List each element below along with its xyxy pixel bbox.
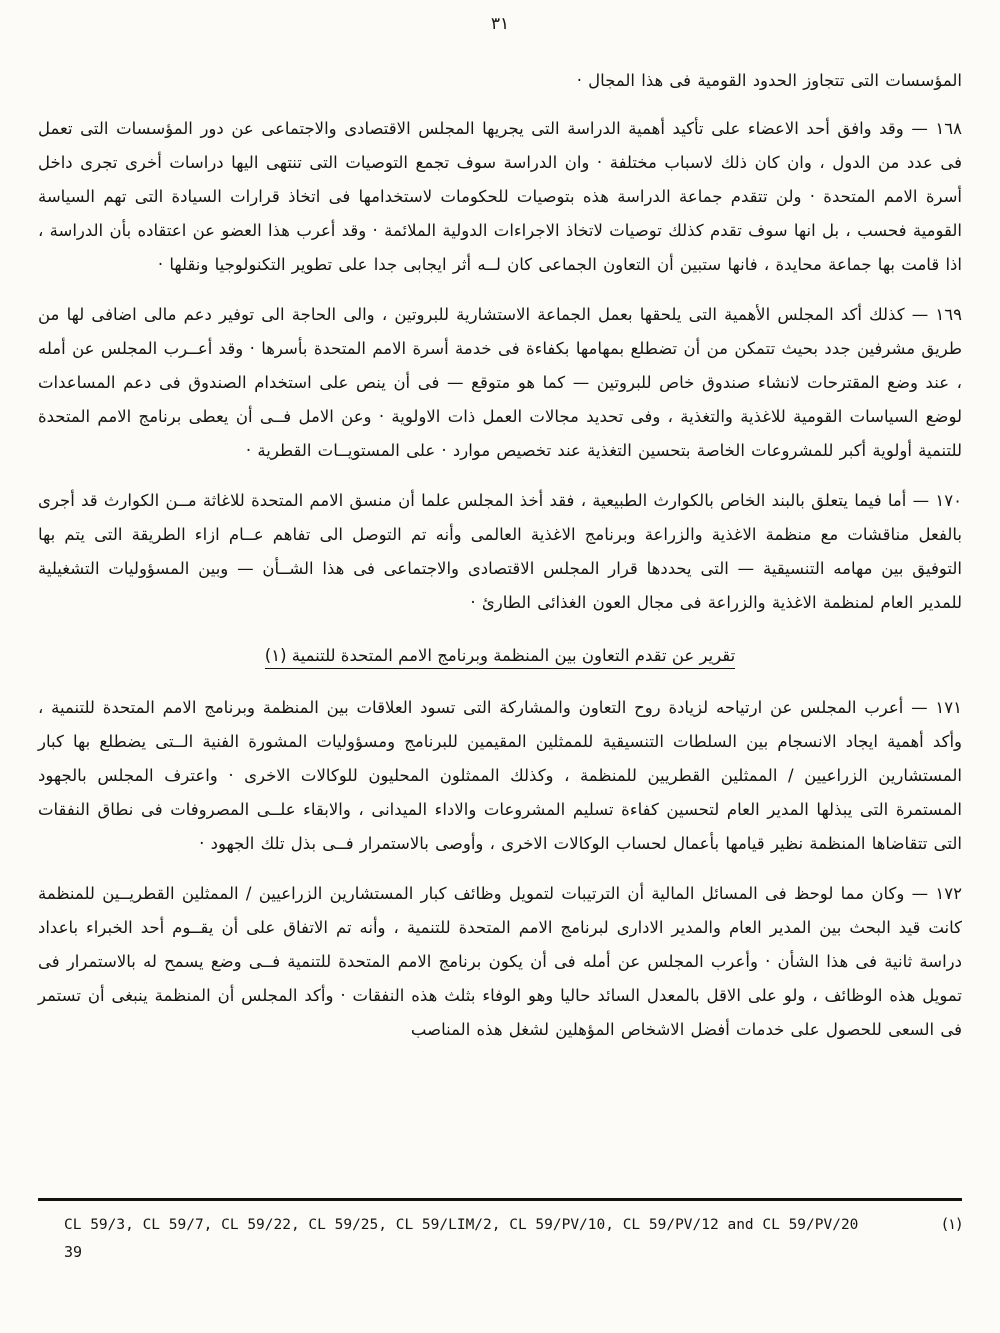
page-number: ٣١ xyxy=(490,14,510,34)
section-heading-wrap xyxy=(38,646,962,669)
paragraph-continuation: المؤسسات التى تتجاوز الحدود القومية فى هذا المجال · xyxy=(576,71,962,90)
footnote-line xyxy=(38,1215,962,1233)
footnote-marker: (١) xyxy=(942,1215,962,1233)
footnote-block xyxy=(38,1198,962,1261)
section-heading: تقرير عن تقدم التعاون بين المنظمة وبرنامج الامم المتحدة للتنمية (١) xyxy=(265,646,736,669)
paragraph-172: ١٧٢ — وكان مما لوحظ فى المسائل المالية أن الترتيبات لتمويل وظائف كبار المستشارين الزراعيين / الممثلين القطريــين للمنظمة كانت قيد البحث بين المدير العام والمدير الادارى لبرنامج الامم المتحدة للتنمية ، وأنه تم الاتفاق على أن يقــوم أحد الخبراء باعداد دراسة ثانية فى هذا الشأن · وأعرب المجلس عن أمله فى أن يكون برنامج الامم المتحدة للتنمية فــى وضع يسمح له بالاستمرار فى تمويل هذه الوظائف ، ولو على الاقل بالمعدل السائد حاليا وهو الوفاء بثلث هذه النفقات · وأكد المجلس أن المنظمة ينبغى أن تستمر فى السعى للحصول على خدمات أفضل الاشخاص المؤهلين لشغل هذه المناصب xyxy=(38,884,962,1039)
paragraph-171: ١٧١ — أعرب المجلس عن ارتياحه لزيادة روح التعاون والمشاركة التى تسود العلاقات بين المنظمة وبرنامج الامم المتحدة للتنمية ، وأكد أهمية ايجاد الانسجام بين السلطات التنسيقية للممثلين المقيمين للبرنامج ومسؤوليات المشورة الفنية الــتى يضطلع بها كبار المستشارين الزراعيين / الممثلين القطريين للمنظمة ، وكذلك الممثلون المحليون للوكالات الاخرى · واعترف المجلس بالجهود المستمرة التى يبذلها المدير العام لتحسين كفاءة تسليم المشروعات والاداء الميدانى ، والابقاء علــى المصروفات فى نطاق النفقات التى تتقاضاها المنظمة نظير قيامها بأعمال لحساب الوكالات الاخرى ، وأوصى بالاستمرار فــى بذل تلك الجهود · xyxy=(38,698,962,853)
paragraph-169: ١٦٩ — كذلك أكد المجلس الأهمية التى يلحقها بعمل الجماعة الاستشارية للبروتين ، والى الحاجة الى توفير دعم مالى اضافى لها من طريق مشرفين جدد بحيث تتمكن من أن تضطلع بمهامها بكفاءة فى خدمة أسرة الامم المتحدة بأسرها · وقد أعــرب المجلس عن أمله ، عند وضع المقترحات لانشاء صندوق خاص للبروتين — كما هو متوقع — فى أن ينص على استخدام الصندوق فى دعم المساعدات لوضع السياسات القومية للاغذية والتغذية ، وفى تحديد مجالات العمل ذات الاولوية · وعن الامل فــى أن يعطى برنامج الامم المتحدة للتنمية أولوية أكبر للمشروعات الخاصة بتحسين التغذية عند تخصيص موارد · على المستويــات القطرية · xyxy=(38,305,962,460)
paragraph-170: ١٧٠ — أما فيما يتعلق بالبند الخاص بالكوارث الطبيعية ، فقد أخذ المجلس علما أن منسق الامم المتحدة للاغاثة مــن الكوارث قد أجرى بالفعل مناقشات مع منظمة الاغذية والزراعة وبرنامج الاغذية العالمى وأنه تم التوصل الى تفاهم عــام ازاء الطريقة التى يتم بها التوفيق بين مهامه التنسيقية — التى يحددها قرار المجلس الاقتصادى والاجتماعى فى هذا الشــأن — وبين المسؤوليات التشغيلية للمدير العام لمنظمة الاغذية والزراعة فى مجال العون الغذائى الطارئ · xyxy=(38,491,962,612)
document-body xyxy=(38,64,962,1047)
paragraph-168: ١٦٨ — وقد وافق أحد الاعضاء على تأكيد أهمية الدراسة التى يجريها المجلس الاقتصادى والاجتماعى عن دور المؤسسات التى تعمل فى عدد من الدول ، وان كان ذلك لاسباب مختلفة · وان الدراسة سوف تجمع التوصيات التى تنتهى اليها دراسات أخرى تجرى داخل أسرة الامم المتحدة · ولن تتقدم جماعة الدراسة هذه بتوصيات للحكومات لاستخدامها فى اتخاذ قرارات السيادة التى تهم السياسة القومية فحسب ، بل انها سوف تقدم كذلك توصيات لاتخاذ الاجراءات الدولية الملائمة · وقد أعرب هذا العضو عن اعتقاده بأن الدراسة ، اذا قامت بها جماعة محايدة ، فانها ستبين أن التعاون الجماعى كان لــه أثر ايجابى جدا على تطوير التكنولوجيا ونقلها · xyxy=(38,119,962,274)
footnote-references: CL 59/3, CL 59/7, CL 59/22, CL 59/25, CL 59/LIM/2, CL 59/PV/10, CL 59/PV/12 and CL 59/PV/20 xyxy=(64,1217,859,1233)
footer-page-number: 39 xyxy=(64,1243,83,1261)
footnote-divider xyxy=(38,1198,962,1201)
